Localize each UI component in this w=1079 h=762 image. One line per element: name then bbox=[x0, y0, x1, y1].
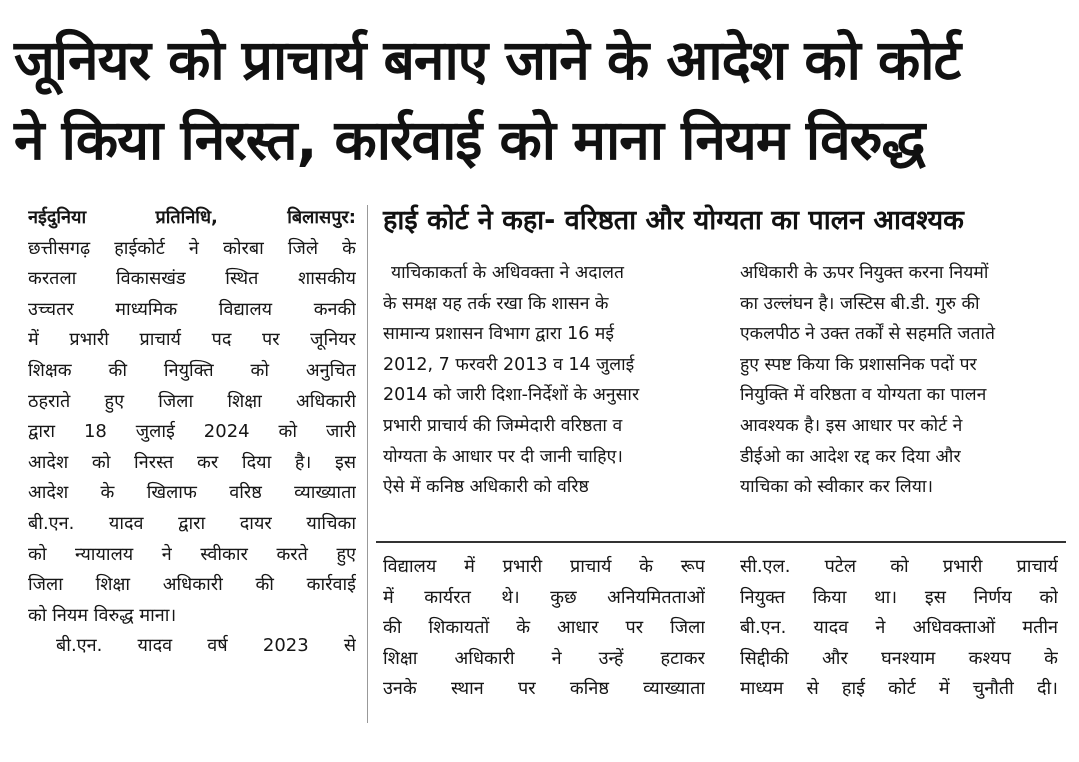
body-line: ठहराते हुए जिला शिक्षा अधिकारी bbox=[28, 390, 356, 412]
body-line: प्रभारी प्राचार्य की जिम्मेदारी वरिष्ठता व bbox=[383, 415, 623, 436]
body-line: छत्तीसगढ़ हाईकोर्ट ने कोरबा जिले के bbox=[28, 237, 356, 259]
body-line: बी.एन. यादव वर्ष 2023 से bbox=[56, 635, 356, 657]
body-line: द्वारा 18 जुलाई 2024 को जारी bbox=[28, 421, 356, 443]
article-column-4 bbox=[383, 552, 705, 705]
body-line: शिक्षक की नियुक्ति को अनुचित bbox=[28, 359, 356, 381]
body-line: नियुक्त किया था। इस निर्णय को bbox=[740, 586, 1058, 608]
article-column-3 bbox=[740, 258, 1058, 503]
body-line: आदेश के खिलाफ वरिष्ठ व्याख्याता bbox=[28, 482, 356, 504]
body-line: 2012, 7 फरवरी 2013 व 14 जुलाई bbox=[383, 354, 635, 375]
body-line: विद्यालय में प्रभारी प्राचार्य के रूप bbox=[383, 556, 705, 577]
body-line: को न्यायालय ने स्वीकार करते हुए bbox=[28, 543, 356, 565]
headline-line-2: ने किया निरस्त, कार्रवाई को माना नियम विरुद्ध bbox=[14, 108, 925, 172]
dateline: नईदुनिया प्रतिनिधि, बिलासपुर: bbox=[28, 207, 356, 228]
article-column-5 bbox=[740, 552, 1058, 705]
body-line: आदेश को निरस्त कर दिया है। इस bbox=[28, 451, 356, 473]
body-line: को नियम विरुद्ध माना। bbox=[28, 604, 177, 626]
body-line: एकलपीठ ने उक्त तर्कों से सहमति जताते bbox=[740, 324, 995, 345]
body-line: अधिकारी के ऊपर नियुक्त करना नियमों bbox=[740, 263, 989, 283]
body-line: जिला शिक्षा अधिकारी की कार्रवाई bbox=[28, 574, 356, 596]
body-line: सी.एल. पटेल को प्रभारी प्राचार्य bbox=[740, 556, 1058, 577]
body-line: में कार्यरत थे। कुछ अनियमितताओं bbox=[383, 586, 705, 608]
body-line: सामान्य प्रशासन विभाग द्वारा 16 मई bbox=[383, 324, 614, 345]
body-line: सिद्दीकी और घनश्याम कश्यप के bbox=[740, 647, 1058, 669]
section-divider bbox=[376, 541, 1066, 543]
body-line: 2014 को जारी दिशा-निर्देशों के अनुसार bbox=[383, 385, 640, 406]
column-divider bbox=[367, 205, 368, 723]
body-line: का उल्लंघन है। जस्टिस बी.डी. गुरु की bbox=[740, 293, 980, 314]
subheadline: हाई कोर्ट ने कहा- वरिष्ठता और योग्यता का पालन आवश्यक bbox=[383, 205, 964, 236]
body-line: हुए स्पष्ट किया कि प्रशासनिक पदों पर bbox=[740, 354, 977, 375]
body-line: याचिका को स्वीकार कर लिया। bbox=[740, 477, 934, 498]
body-line: ऐसे में कनिष्ठ अधिकारी को वरिष्ठ bbox=[383, 477, 589, 498]
body-line: उनके स्थान पर कनिष्ठ व्याख्याता bbox=[383, 678, 705, 700]
body-line: उच्चतर माध्यमिक विद्यालय कनकी bbox=[28, 298, 356, 320]
body-line: याचिकाकर्ता के अधिवक्ता ने अदालत bbox=[391, 263, 624, 283]
body-line: बी.एन. यादव ने अधिवक्ताओं मतीन bbox=[740, 617, 1058, 639]
body-line: आवश्यक है। इस आधार पर कोर्ट ने bbox=[740, 415, 963, 436]
body-line: के समक्ष यह तर्क रखा कि शासन के bbox=[383, 293, 609, 314]
body-line: डीईओ का आदेश रद्द कर दिया और bbox=[740, 446, 961, 467]
body-line: शिक्षा अधिकारी ने उन्हें हटाकर bbox=[383, 647, 705, 669]
body-line: की शिकायतों के आधार पर जिला bbox=[383, 617, 705, 639]
body-line: नियुक्ति में वरिष्ठता व योग्यता का पालन bbox=[740, 385, 987, 406]
body-line: करतला विकासखंड स्थित शासकीय bbox=[28, 268, 356, 290]
body-line: योग्यता के आधार पर दी जानी चाहिए। bbox=[383, 446, 623, 467]
headline bbox=[14, 20, 1066, 180]
body-line: बी.एन. यादव द्वारा दायर याचिका bbox=[28, 512, 356, 534]
body-line: में प्रभारी प्राचार्य पद पर जूनियर bbox=[28, 329, 356, 351]
body-line: माध्यम से हाई कोर्ट में चुनौती दी। bbox=[740, 678, 1058, 700]
article-column-1 bbox=[28, 203, 356, 662]
headline-line-1: जूनियर को प्राचार्य बनाए जाने के आदेश को कोर्ट bbox=[14, 28, 961, 92]
article-column-2 bbox=[383, 258, 703, 503]
